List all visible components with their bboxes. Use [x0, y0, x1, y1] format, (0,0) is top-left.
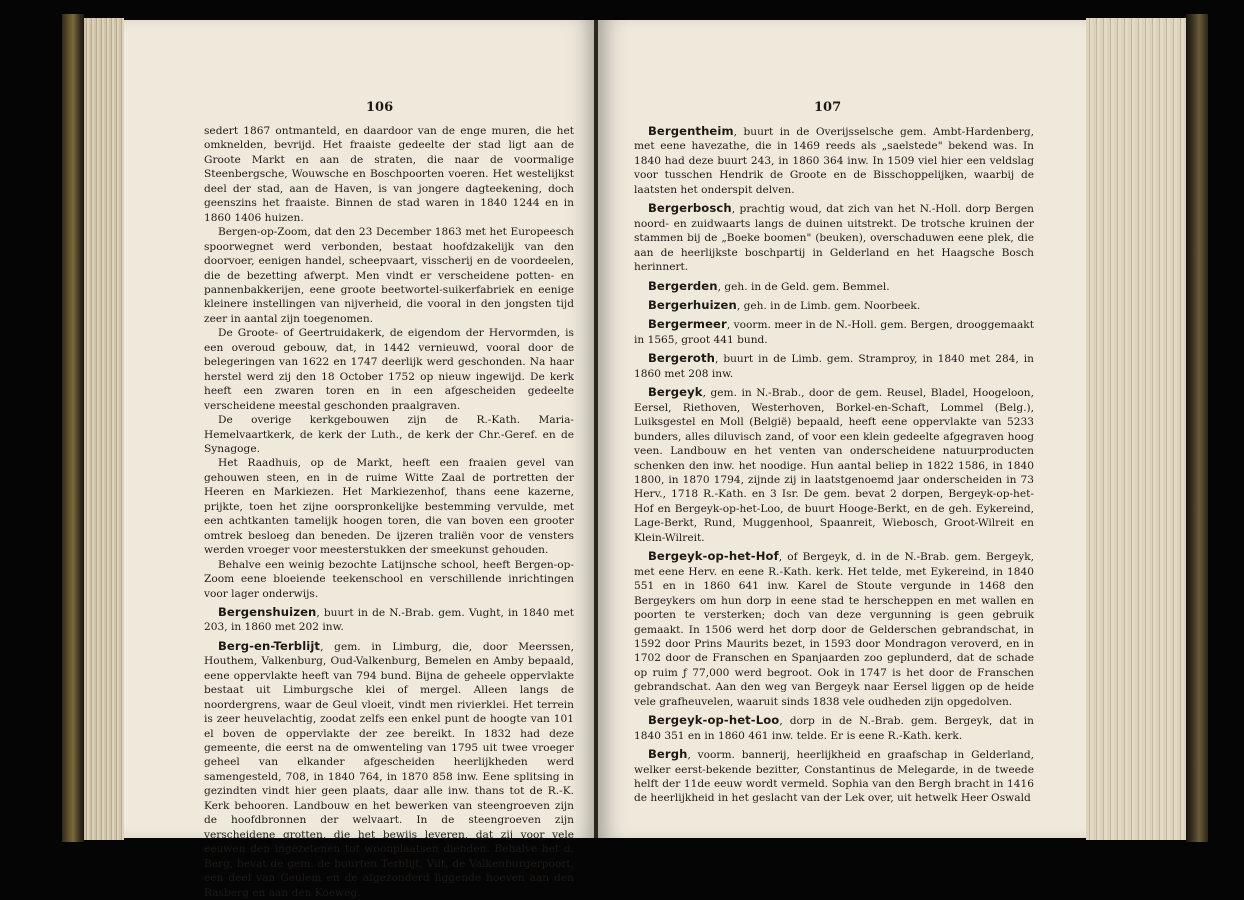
- entry-headword: Bergermeer: [648, 317, 727, 332]
- entry-text: , buurt in de Limb. gem. Stramproy, in 1840 met 284, in 1860 met 208 inw.: [634, 353, 1034, 380]
- paragraph: sedert 1867 ontmanteld, en daardoor van de enge muren, die het omknelden, bevrijd. Het fraaiste gedeelte der stad ligt aan de Groote Markt en aan de straten, die naar de voormalige Steenbergsche, Wouwsche en Boschpoorten voeren. Het westelijkst deel der stad, aan de Haven, is van jongere dagteekening, doch geenszins het fraaiste. Binnen de stad waren in 1840 1244 en in 1860 1406 huizen.: [204, 125, 574, 224]
- entry-text: , gem. in Limburg, die, door Meerssen, Houthem, Valkenburg, Oud-Valkenburg, Bemelen en Amby bepaald, eene oppervlakte heeft van 794 bund. Bijna de geheele oppervlakte bestaat uit Limburgsche klei of mergel. Alleen langs de noordergrens, waar de Geul vloeit, vindt men rivierklei. Het terrein is zeer heuvelachtig, zoodat zelfs een enkel punt de hoogte van 101 el boven de oppervlakte der zee bereikt. In 1832 had deze gemeente, die eerst na de omwenteling van 1795 uit twee vroeger geheel van elkander afgescheiden heerlijkheden werd samengesteld, 708, in 1840 764, in 1870 858 inw. Eene splitsing in gezindten vindt hier geen plaats, daar alle inw. thans tot de R.-K. Kerk behooren. Landbouw en het bewerken van steengroeven zijn de hoofdbronnen der welvaart. In de steengroeven zijn verscheidene grotten, die het bewijs leveren, dat zij voor vele eeuwen den ingezetenen tot woonplaatsen dienden. Behalve het d. Berg, bevat de gem. de buurten Terblijt, Vilt, de Valkenburgerpoort, een deel van Geulem en de afgezonderd liggende hoeven aan den Rasberg en aan den Koeweg.: [204, 640, 574, 899]
- entry-headword: Bergerhuizen: [648, 297, 737, 312]
- entry-bergeyk: [634, 385, 1034, 545]
- entry-bergeyk-op-het-loo: [634, 713, 1034, 743]
- entry-bergeroth: [634, 351, 1034, 381]
- paragraph: Behalve een weinig bezochte Latijnsche school, heeft Bergen-op-Zoom eene bloeiende teekenschool en verschillende inrichtingen voor lager onderwijs.: [204, 558, 574, 600]
- paragraph: De overige kerkgebouwen zijn de R.-Kath. Maria-Hemelvaartkerk, de kerk der Luth., de kerk der Chr.-Geref. en de Synagoge.: [204, 414, 574, 455]
- entry-text: , voorm. meer in de N.-Holl. gem. Bergen, drooggemaakt in 1565, groot 441 bund.: [634, 319, 1034, 346]
- entry-text: , geh. in de Limb. gem. Noorbeek.: [736, 299, 921, 312]
- entry-headword: Bergh: [648, 747, 688, 762]
- entry-bergh: [634, 747, 1034, 806]
- entry-headword: Bergeyk-op-het-Loo: [648, 713, 780, 728]
- entry-bergeyk-op-het-hof: [634, 549, 1034, 709]
- entry-text: , geh. in de Geld. gem. Bemmel.: [717, 280, 890, 293]
- right-page: [598, 20, 1086, 838]
- paragraph: Bergen-op-Zoom, dat den 23 December 1863 met het Europeesch spoorwegnet werd verbonden, bestaat hoofdzakelijk van den doorvoer, eenigen handel, scheepvaart, visscherij en de voordeelen, die de bezetting afwerpt. Men vindt er verscheidene potten- en pannenbakkerijen, eene groote beetwortel-suikerfabriek en eenige kleinere instellingen van nijverheid, die vooral in den jongsten tijd zeer in aantal zijn toegenomen.: [204, 226, 574, 325]
- entry-bergerden: [634, 279, 1034, 294]
- entry-berg-en-terblijt: [204, 639, 574, 900]
- entry-text: , buurt in de Overijsselsche gem. Ambt-Hardenberg, met eene havezathe, die in 1469 reeds als „saelstede" bekend was. In 1840 had deze buurt 243, in 1860 364 inw. In 1509 viel hier een veldslag voor tusschen Hendrik de Groote en de Bisschoppelijken, waarbij de laatsten het onderspit delven.: [634, 126, 1034, 196]
- book-edge-left: [62, 14, 84, 842]
- entry-text: , voorm. bannerij, heerlijkheid en graafschap in Gelderland, welker eerst-bekende bezitter, Constantinus de Melegarde, in de tweede helft der 11de eeuw wordt vermeld. Sophia van den Bergh bracht in 1416 de heerlijkheid in het geslacht van der Lek over, uit hetwelk Heer Oswald: [634, 749, 1034, 805]
- entry-text: , gem. in N.-Brab., door de gem. Reusel, Bladel, Hoogeloon, Eersel, Riethoven, Westerhoven, Borkel-en-Schaft, Lommel (Belg.), Luiksgestel en Moll (België) bepaald, heeft eene oppervlakte van 5233 bunders, alles diluvisch zand, of voor een klein gedeelte afgegraven hoog veen. Landbouw en het venten van onderscheidene natuurproducten schenken den inw. het noodige. Hun aantal beliep in 1822 1586, in 1840 1800, in 1870 1794, zijnde zij in laatstgenoemd jaar onderscheiden in 73 Herv., 1718 R.-Kath. en 3 Isr. De gem. bevat 2 dorpen, Bergeyk-op-het-Hof en Bergeyk-op-het-Loo, de buurt Hooge-Berkt, en de geh. Eykereind, Lage-Berkt, Rund, Muggenhool, Spaanreit, Wiebosch, Groot-Wilreit en Klein-Wilreit.: [634, 387, 1034, 544]
- book-edge-right: [1186, 14, 1208, 842]
- entry-bergerhuizen: [634, 298, 1034, 313]
- page-stack-right: [1086, 18, 1186, 840]
- entry-headword: Bergerbosch: [648, 201, 732, 216]
- entry-bergentheim: [634, 124, 1034, 197]
- entry-headword: Bergeyk-op-het-Hof: [648, 549, 779, 564]
- right-page-text: [634, 124, 1034, 806]
- entry-bergermeer: [634, 317, 1034, 347]
- entry-headword: Berg-en-Terblijt: [218, 638, 321, 653]
- paragraph: Het Raadhuis, op de Markt, heeft een fraaien gevel van gehouwen steen, en in de ruime Witte Zaal de portretten der Heeren en Markiezen. Het Markiezenhof, thans eene kazerne, prijkte, toen het zijne oorspronkelijke bestemming vervulde, met een achtkanten tamelijk hoogen toren, die van boven een grooter omtrek besloeg dan beneden. De ijzeren traliën voor de vensters werden vroeger voor meesterstukken der smeekunst gehouden.: [204, 457, 574, 557]
- entry-bergenshuizen: [204, 605, 574, 635]
- page-number-left: 106: [366, 100, 394, 115]
- entry-text: , buurt in de N.-Brab. gem. Vught, in 1840 met 203, in 1860 met 202 inw.: [204, 606, 574, 634]
- entry-headword: Bergentheim: [648, 124, 734, 138]
- page-stack-left: [84, 18, 124, 840]
- entry-text: , prachtig woud, dat zich van het N.-Holl. dorp Bergen noord- en zuidwaarts langs de duinen uitstrekt. De trotsche kruinen der stammen bij de „Boeke boomen" (beuken), overschaduwen eene plek, die aan de heerlijkste boschpartij in Gelderland en het Haagsche Bosch herinnert.: [634, 203, 1034, 274]
- paragraph: De Groote- of Geertruidakerk, de eigendom der Hervormden, is een overoud gebouw, dat, in 1442 vernieuwd, vooral door de belegeringen van 1622 en 1747 deerlijk werd geschonden. Na haar herstel werd zij den 18 October 1752 op nieuw ingewijd. De kerk heeft een zwaren toren en in een afgescheiden gedeelte verscheidene meestal geschonden praalgraven.: [204, 327, 574, 412]
- entry-text: , dorp in de N.-Brab. gem. Bergeyk, dat in 1840 351 en in 1860 461 inw. telde. Er is eene R.-Kath. kerk.: [634, 715, 1034, 742]
- page-number-right: 107: [814, 100, 842, 115]
- entry-headword: Bergeroth: [648, 351, 715, 366]
- entry-text: , of Bergeyk, d. in de N.-Brab. gem. Bergeyk, met eene Herv. en eene R.-Kath. kerk. Het telde, met Eykereind, in 1840 551 en in 1860 641 inw. Karel de Stoute vergunde in 1468 den Bergeykers om hun dorp in eene stad te herscheppen en met wallen en poorten te versterken; doch van deze vergunning is geen gebruik gemaakt. In 1506 werd het dorp door de Gelderschen gebrandschat, in 1592 door Prins Maurits bezet, in 1593 door Mondragon veroverd, en in 1702 door de Franschen en Spanjaarden zoo geplunderd, dat de schade op ruim ƒ 77,000 werd begroot. Ook in 1747 is het door de Franschen gebrandschat. Aan den weg van Bergeyk naar Eersel liggen op de heide vele grafheuvelen, waaruit sinds 1838 vele oudheden zijn opgedolven.: [634, 551, 1034, 708]
- entry-headword: Bergerden: [648, 278, 718, 293]
- entry-bergerbosch: [634, 201, 1034, 274]
- entry-headword: Bergeyk: [648, 385, 703, 400]
- left-page: [124, 20, 596, 899]
- entry-headword: Bergenshuizen: [218, 604, 317, 619]
- left-page-text: [204, 124, 574, 900]
